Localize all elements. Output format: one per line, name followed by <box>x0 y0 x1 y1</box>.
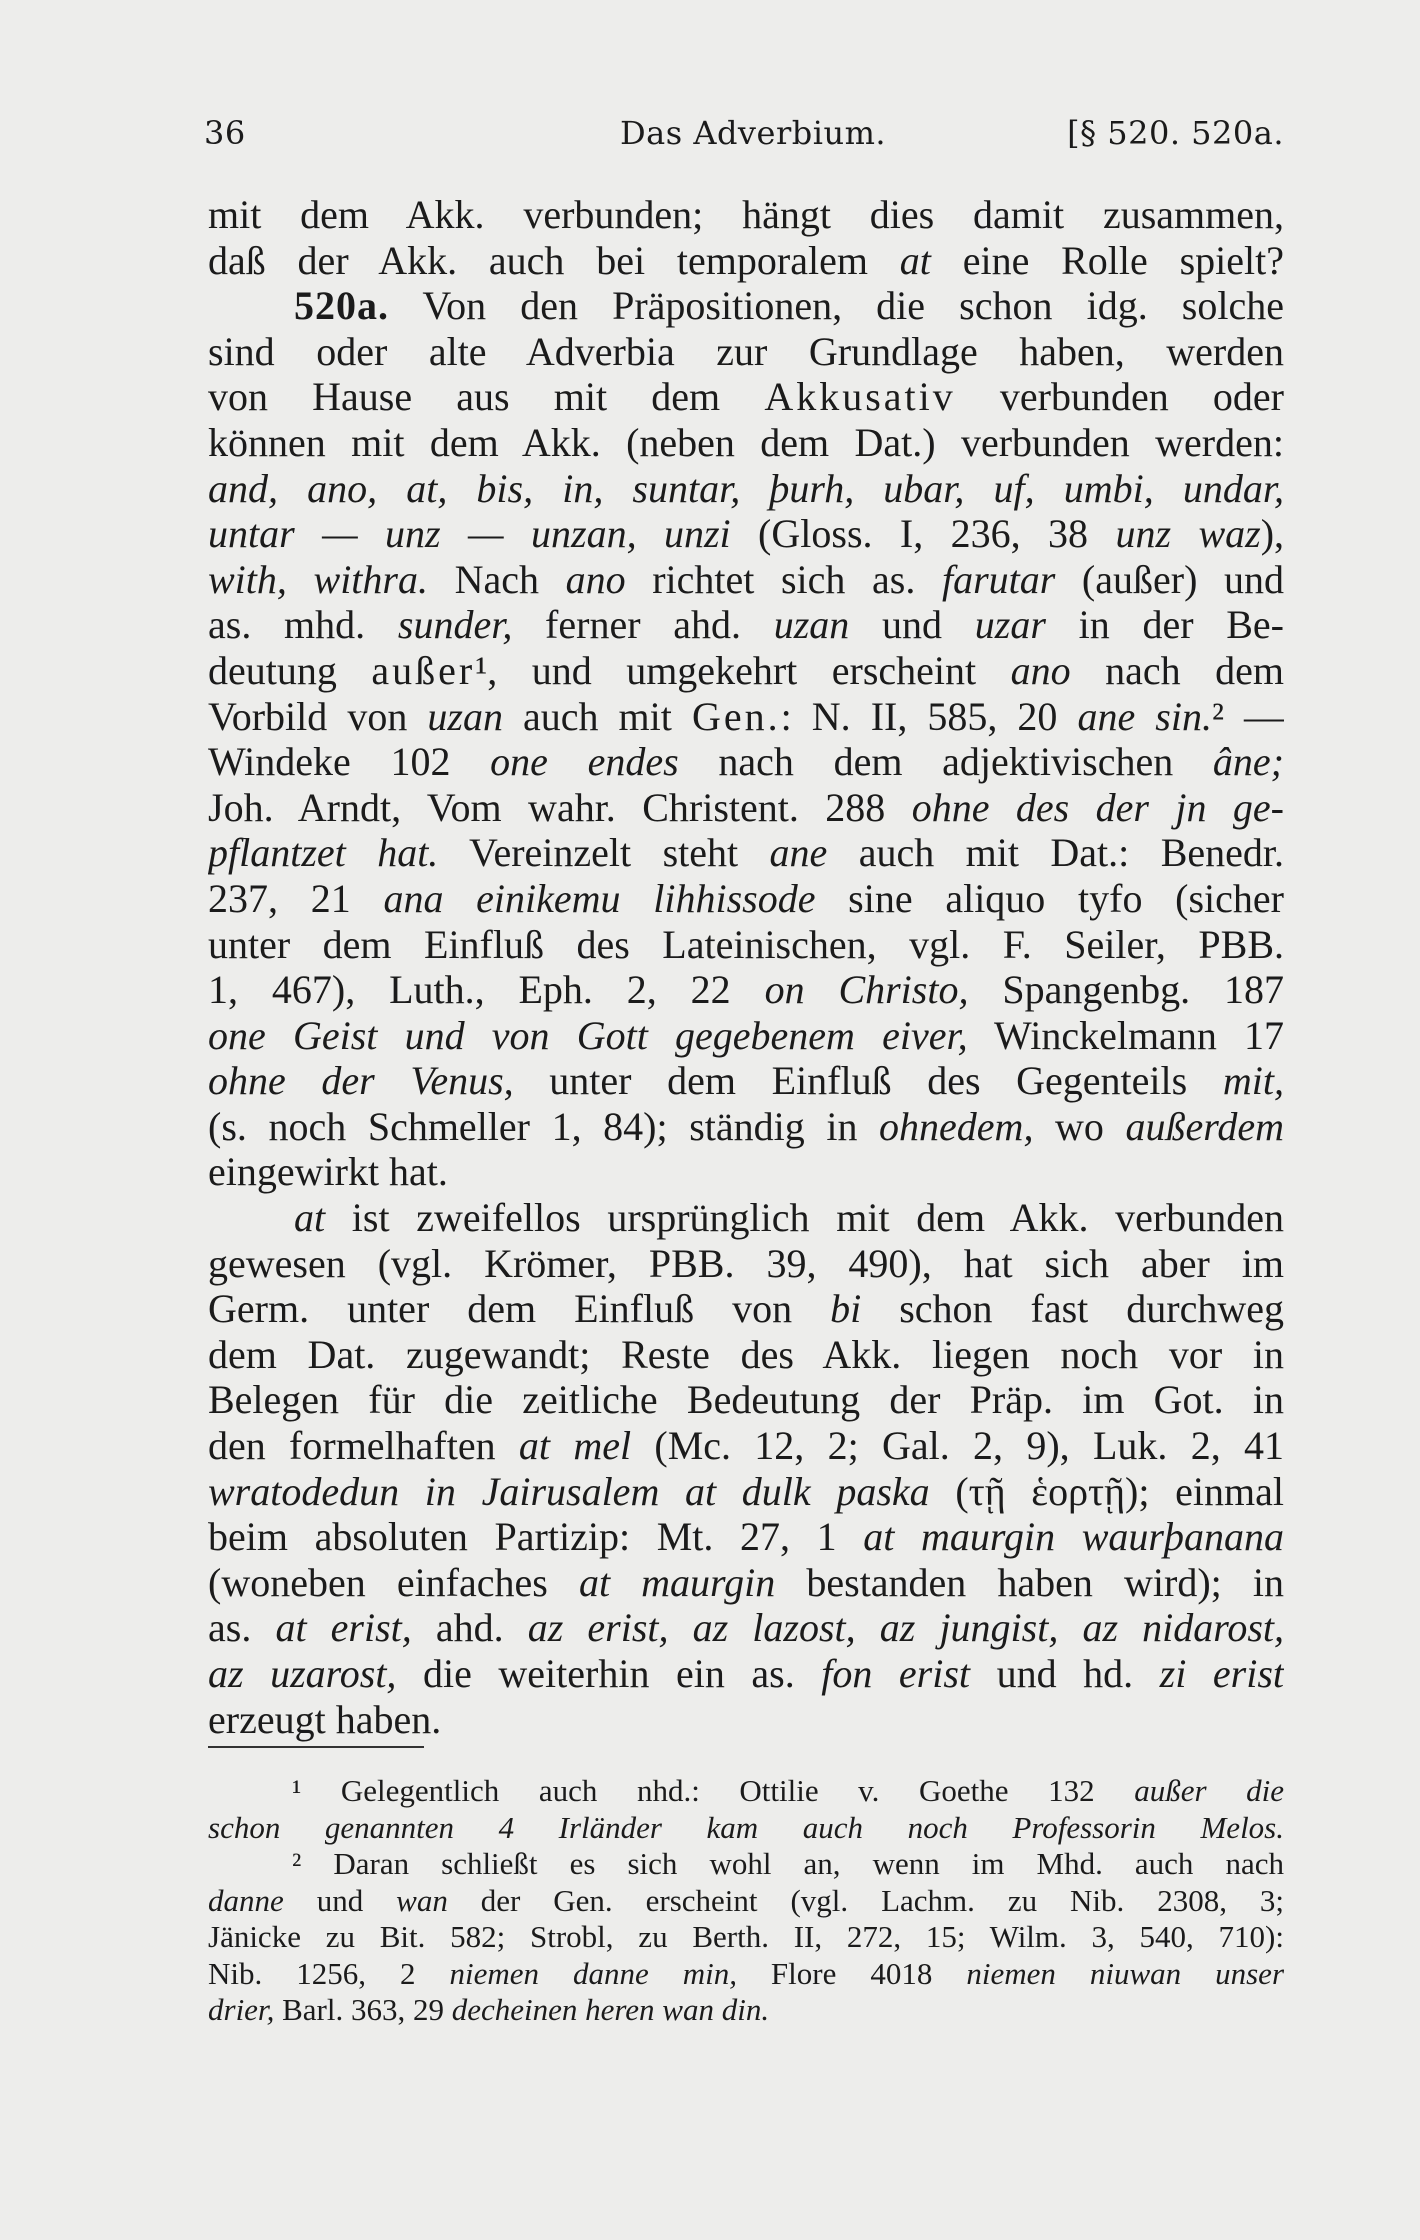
line-text: Nib. 1256, 2 niemen danne min, Flore 4018 niemen niuwan unser <box>208 1955 1284 1991</box>
line-text: deutung außer¹, und umgekehrt erscheint ano nach dem <box>208 647 1284 693</box>
text-line <box>208 466 1284 512</box>
text-line: unter dem Einfluß des Lateinischen, vgl. F. Seiler, PBB. <box>208 921 1284 967</box>
line-text: 237, 21 ana einikemu lihhissode sine aliquo tyfo (sicher <box>208 875 1284 921</box>
line-text: drier, Barl. 363, 29 decheinen heren wan din. <box>208 1992 770 2027</box>
line-text: (woneben einfaches at maurgin bestanden haben wird); in <box>208 1559 1284 1605</box>
footnote-line <box>208 1956 1284 1993</box>
line-text: wratodedun in Jairusalem at dulk paska (τῇ ἑορτῇ); einmal <box>208 1468 1284 1514</box>
line-text: ¹ Gelegentlich auch nhd.: Ottilie v. Goethe 132 außer die <box>292 1773 1284 1808</box>
text-line <box>208 602 1284 648</box>
line-text: ohne der Venus, unter dem Einfluß des Gegenteils mit, <box>208 1058 1284 1104</box>
text-line <box>208 1423 1284 1469</box>
line-text: von Hause aus mit dem Akkusativ verbunden oder <box>208 374 1284 420</box>
line-text: and, ano, at, bis, in, suntar, þurh, ubar, uf, umbi, undar, <box>208 465 1284 511</box>
text-line <box>208 374 1284 420</box>
text-line <box>208 967 1284 1013</box>
line-text: at ist zweifellos ursprünglich mit dem Akk. verbunden <box>294 1195 1284 1241</box>
text-line: erzeugt haben. <box>208 1696 442 1742</box>
section-heading-line <box>208 283 1284 329</box>
line-text: (s. noch Schmeller 1, 84); ständig in ohnedem, wo außerdem <box>208 1103 1284 1149</box>
text-line <box>208 238 1284 284</box>
text-line <box>208 694 1284 740</box>
footnote-line: Jänicke zu Bit. 582; Strobl, zu Berth. II, 272, 15; Wilm. 3, 540, 710): <box>208 1919 1284 1954</box>
line-text: untar — unz — unzan, unzi (Gloss. I, 236, 38 unz waz), <box>208 511 1284 557</box>
line-text: 520a. Von den Präpositionen, die schon idg. solche <box>294 283 1284 329</box>
text-line <box>208 1286 1284 1332</box>
text-line: sind oder alte Adverbia zur Grundlage haben, werden <box>208 328 1284 374</box>
text-line <box>208 557 1284 603</box>
footnote-line <box>208 1992 1284 2029</box>
line-text: ² Daran schließt es sich wohl an, wenn im Mhd. auch nach <box>292 1846 1284 1881</box>
line-text: Windeke 102 one endes nach dem adjektivischen âne; <box>208 739 1284 785</box>
line-text: Vorbild von uzan auch mit Gen.: N. II, 585, 20 ane sin.² — <box>208 693 1284 739</box>
text-line <box>208 1104 1284 1150</box>
line-text: schon genannten 4 Irländer kam auch noch Professorin Melos. <box>208 1809 1284 1845</box>
line-text: danne und wan der Gen. erscheint (vgl. Lachm. zu Nib. 2308, 3; <box>208 1882 1284 1918</box>
page-number: 36 <box>204 114 246 152</box>
line-text: daß der Akk. auch bei temporalem at eine Rolle spielt? <box>208 237 1284 283</box>
paragraph-start-line <box>208 1195 1284 1241</box>
text-line: eingewirkt hat. <box>208 1149 448 1195</box>
text-line: gewesen (vgl. Krömer, PBB. 39, 490), hat sich aber im <box>208 1240 1284 1286</box>
footnote-rule <box>208 1746 424 1748</box>
main-text <box>208 192 1284 1742</box>
line-text: az uzarost, die weiterhin ein as. fon erist und hd. zi erist <box>208 1651 1284 1696</box>
footnote-line <box>208 1846 1284 1883</box>
text-line <box>208 1514 1284 1560</box>
text-line: Belegen für die zeitliche Bedeutung der Präp. im Got. in <box>208 1377 1284 1423</box>
text-line <box>208 511 1284 557</box>
text-line: dem Dat. zugewandt; Reste des Akk. liegen noch vor in <box>208 1331 1284 1377</box>
text-line <box>208 1058 1284 1104</box>
text-line <box>208 739 1284 785</box>
footnote-line <box>208 1883 1284 1920</box>
text-line <box>208 648 1284 694</box>
line-text: as. at erist, ahd. az erist, az lazost, az jungist, az nidarost, <box>208 1605 1284 1651</box>
text-line <box>208 785 1284 831</box>
line-text: Germ. unter dem Einfluß von bi schon fast durchweg <box>208 1286 1284 1332</box>
text-line <box>208 1469 1284 1515</box>
text-line: können mit dem Akk. (neben dem Dat.) verbunden werden: <box>208 419 1284 465</box>
line-text: 1, 467), Luth., Eph. 2, 22 on Christo, Spangenbg. 187 <box>208 967 1284 1013</box>
line-text: as. mhd. sunder, ferner ahd. uzan und uzar in der Be- <box>208 602 1284 648</box>
text-line <box>208 830 1284 876</box>
text-line <box>208 1605 1284 1651</box>
line-text: Joh. Arndt, Vom wahr. Christent. 288 ohne des der jn ge- <box>208 784 1284 830</box>
section-reference: [§ 520. 520a. <box>1067 114 1284 152</box>
line-text: beim absoluten Partizip: Mt. 27, 1 at maurgin waurþanana <box>208 1514 1284 1560</box>
line-text: with, withra. Nach ano richtet sich as. farutar (außer) und <box>208 556 1284 602</box>
text-line <box>208 876 1284 922</box>
line-text: den formelhaften at mel (Mc. 12, 2; Gal. 2, 9), Luk. 2, 41 <box>208 1423 1284 1469</box>
footnotes <box>208 1773 1284 2029</box>
running-title: Das Adverbium. <box>620 114 887 152</box>
footnote-line <box>208 1773 1284 1810</box>
footnote-line <box>208 1810 1284 1847</box>
text-line <box>208 1651 1284 1697</box>
line-text: pflantzet hat. Vereinzelt steht ane auch mit Dat.: Benedr. <box>208 830 1284 876</box>
line-text: one Geist und von Gott gegebenem eiver, Winckelmann 17 <box>208 1012 1284 1058</box>
text-line <box>208 1560 1284 1606</box>
text-line: mit dem Akk. verbunden; hängt dies damit zusammen, <box>208 192 1284 237</box>
text-line <box>208 1013 1284 1059</box>
